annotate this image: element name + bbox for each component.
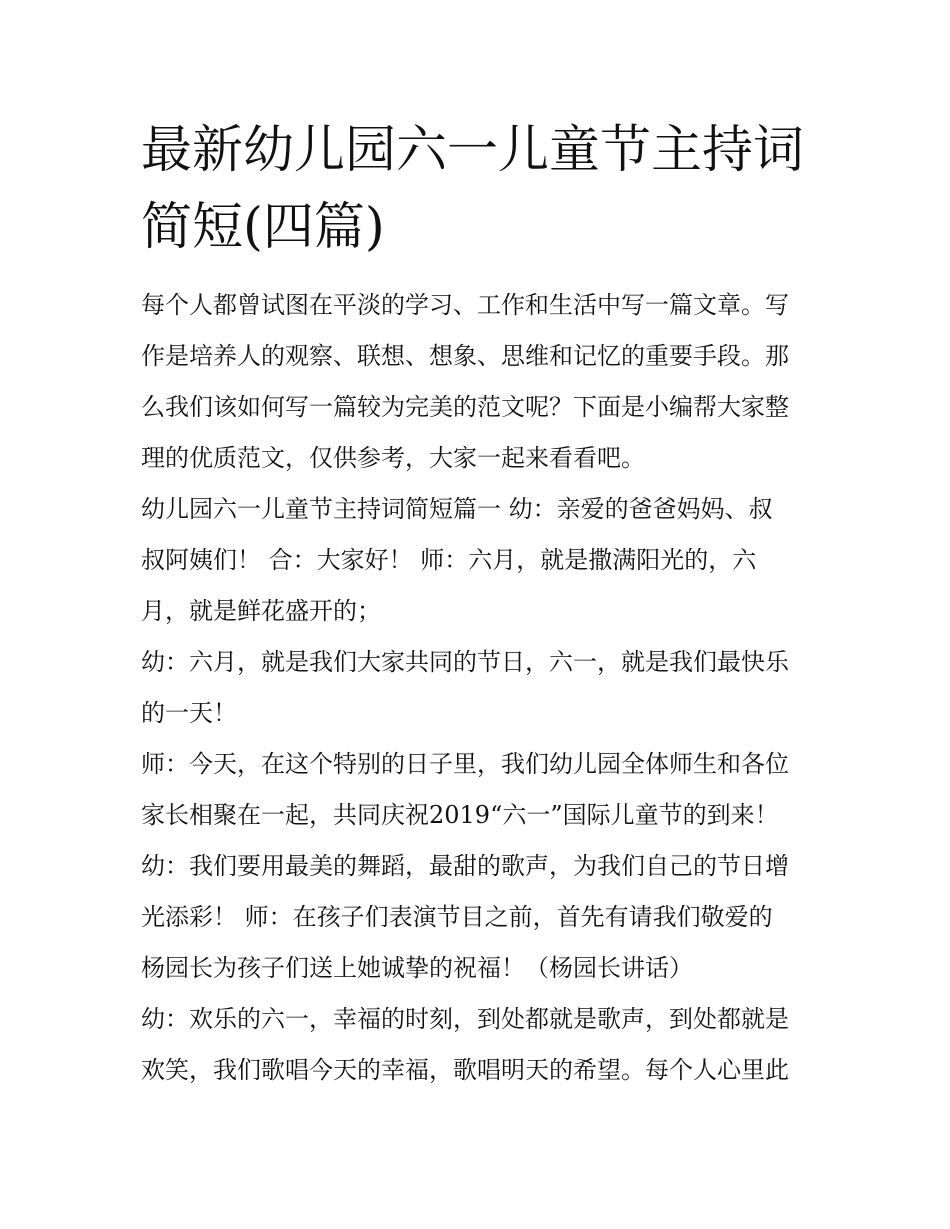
text-line: 每个人都曾试图在平淡的学习、工作和生活中写一篇文章。写 — [141, 291, 789, 319]
text-line: 幼儿园六一儿童节主持词简短篇一 幼：亲爱的爸爸妈妈、叔 — [141, 495, 773, 523]
text-line: 作是培养人的观察、联想、想象、思维和记忆的重要手段。那 — [141, 342, 789, 370]
text-line: 欢笑，我们歌唱今天的幸福，歌唱明天的希望。每个人心里此 — [141, 1056, 789, 1084]
text-line: 光添彩！ 师：在孩子们表演节目之前，首先有请我们敬爱的 — [141, 903, 773, 931]
document-title — [141, 112, 813, 266]
text-line: 月，就是鲜花盛开的； — [141, 597, 381, 625]
intro-paragraph — [141, 280, 813, 484]
text-line: 叔阿姨们！ 合：大家好！ 师：六月，就是撒满阳光的，六 — [141, 546, 757, 574]
text-line: 幼：我们要用最美的舞蹈，最甜的歌声，为我们自己的节日增 — [141, 852, 789, 880]
text-line: 理的优质范文，仅供参考，大家一起来看看吧。 — [141, 444, 645, 472]
body-paragraph — [141, 994, 813, 1096]
text-line: 的一天！ — [141, 699, 237, 727]
body-paragraph — [141, 841, 813, 994]
document-page — [141, 112, 813, 1096]
body-paragraph — [141, 637, 813, 739]
title-line: 最新幼儿园六一儿童节主持词 — [141, 121, 805, 180]
body-paragraph — [141, 484, 813, 637]
text-line: 师：今天，在这个特别的日子里，我们幼儿园全体师生和各位 — [141, 750, 789, 778]
text-line: 幼：六月，就是我们大家共同的节日，六一，就是我们最快乐 — [141, 648, 789, 676]
body-paragraph — [141, 739, 813, 841]
text-line: 杨园长为孩子们送上她诚挚的祝福！（杨园长讲话） — [141, 954, 693, 982]
text-line: 么我们该如何写一篇较为完美的范文呢？下面是小编帮大家整 — [141, 393, 789, 421]
text-line: 幼：欢乐的六一，幸福的时刻，到处都就是歌声，到处都就是 — [141, 1005, 789, 1033]
title-line: 简短(四篇) — [141, 198, 385, 257]
text-line: 家长相聚在一起，共同庆祝2019“六一”国际儿童节的到来！ — [141, 801, 779, 829]
